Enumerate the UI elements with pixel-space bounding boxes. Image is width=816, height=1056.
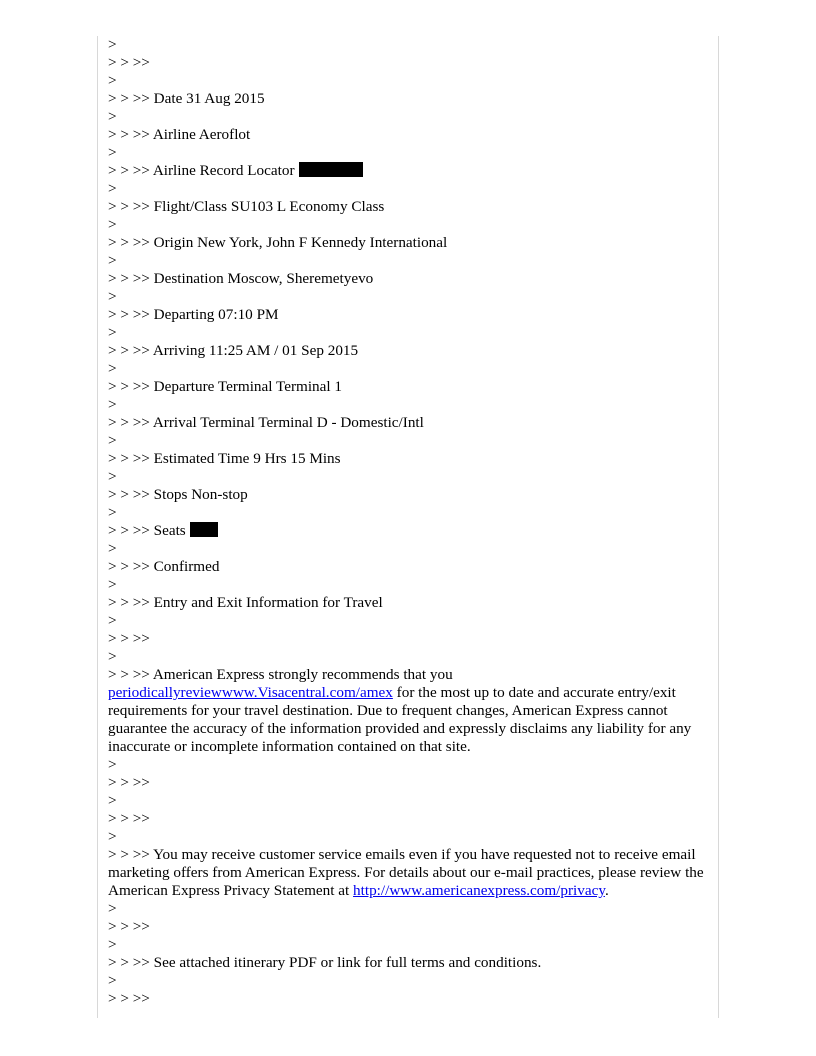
quote-marker: > xyxy=(108,900,117,917)
confirmed-line: > > >> Confirmed xyxy=(108,558,220,575)
quote-marker: > xyxy=(108,576,117,593)
date-line: > > >> Date 31 Aug 2015 xyxy=(108,90,265,107)
entry-exit-line: > > >> Entry and Exit Information for Travel xyxy=(108,594,383,611)
quote-prefix: > > >> xyxy=(108,918,150,935)
quote-prefix: > > >> xyxy=(108,54,150,71)
arrival-terminal-line: > > >> Arrival Terminal Terminal D - Domestic/Intl xyxy=(108,414,424,431)
quote-marker: > xyxy=(108,288,117,305)
quote-marker: > xyxy=(108,144,117,161)
arriving-line: > > >> Arriving 11:25 AM / 01 Sep 2015 xyxy=(108,342,359,359)
seats-label: > > >> Seats xyxy=(108,522,186,539)
quote-marker: > xyxy=(108,936,117,953)
quote-marker: > xyxy=(108,612,117,629)
quote-marker: > xyxy=(108,72,117,89)
quote-marker: > xyxy=(108,828,117,845)
estimated-time-line: > > >> Estimated Time 9 Hrs 15 Mins xyxy=(108,450,341,467)
quote-marker: > xyxy=(108,972,117,989)
quote-marker: > xyxy=(108,648,117,665)
record-locator-line xyxy=(108,162,714,180)
quote-marker: > xyxy=(108,36,117,53)
quote-marker: > xyxy=(108,432,117,449)
stops-line: > > >> Stops Non-stop xyxy=(108,486,248,503)
privacy-notice xyxy=(108,846,714,900)
quote-marker: > xyxy=(108,792,117,809)
quote-marker: > xyxy=(108,540,117,557)
quote-marker: > xyxy=(108,324,117,341)
flight-class-line: > > >> Flight/Class SU103 L Economy Class xyxy=(108,198,385,215)
destination-line: > > >> Destination Moscow, Sheremetyevo xyxy=(108,270,374,287)
record-locator-label: > > >> Airline Record Locator xyxy=(108,162,295,179)
quote-prefix: > > >> xyxy=(108,630,150,647)
privacy-notice-text: > > >> You may receive customer service emails even if you have requested not to receive email marketing offers from American Express. For details about our e-mail practices, please review the American Express Privacy Statement at xyxy=(108,846,704,899)
quote-marker: > xyxy=(108,504,117,521)
quote-marker: > xyxy=(108,180,117,197)
redacted-seats xyxy=(190,522,218,537)
seats-line xyxy=(108,522,714,540)
quote-marker: > xyxy=(108,360,117,377)
quote-marker: > xyxy=(108,252,117,269)
airline-line: > > >> Airline Aeroflot xyxy=(108,126,251,143)
departure-terminal-line: > > >> Departure Terminal Terminal 1 xyxy=(108,378,343,395)
quote-marker: > xyxy=(108,108,117,125)
privacy-link[interactable]: http://www.americanexpress.com/privacy xyxy=(353,882,605,899)
quote-marker: > xyxy=(108,216,117,233)
see-attached-line: > > >> See attached itinerary PDF or link for full terms and conditions. xyxy=(108,954,542,971)
amex-notice-body: for the most up to date and accurate entry/exit requirements for your travel destination. Due to frequent changes, American Express cannot guarantee the accuracy of the information provided and expressly disclaims any liability for any inaccurate or incomplete information contained on that site. xyxy=(108,684,692,755)
email-body xyxy=(108,36,714,1008)
redacted-record-locator xyxy=(299,162,363,177)
quote-prefix: > > >> xyxy=(108,810,150,827)
amex-notice-lead: > > >> American Express strongly recommends that you xyxy=(108,666,453,683)
origin-line: > > >> Origin New York, John F Kennedy International xyxy=(108,234,448,251)
privacy-notice-end: . xyxy=(604,882,609,899)
quote-prefix: > > >> xyxy=(108,990,150,1007)
amex-notice xyxy=(108,666,714,756)
quote-prefix: > > >> xyxy=(108,774,150,791)
quote-marker: > xyxy=(108,396,117,413)
quote-marker: > xyxy=(108,468,117,485)
visacentral-link[interactable]: periodicallyreviewwww.Visacentral.com/amex xyxy=(108,684,393,701)
departing-line: > > >> Departing 07:10 PM xyxy=(108,306,279,323)
quote-marker: > xyxy=(108,756,117,773)
